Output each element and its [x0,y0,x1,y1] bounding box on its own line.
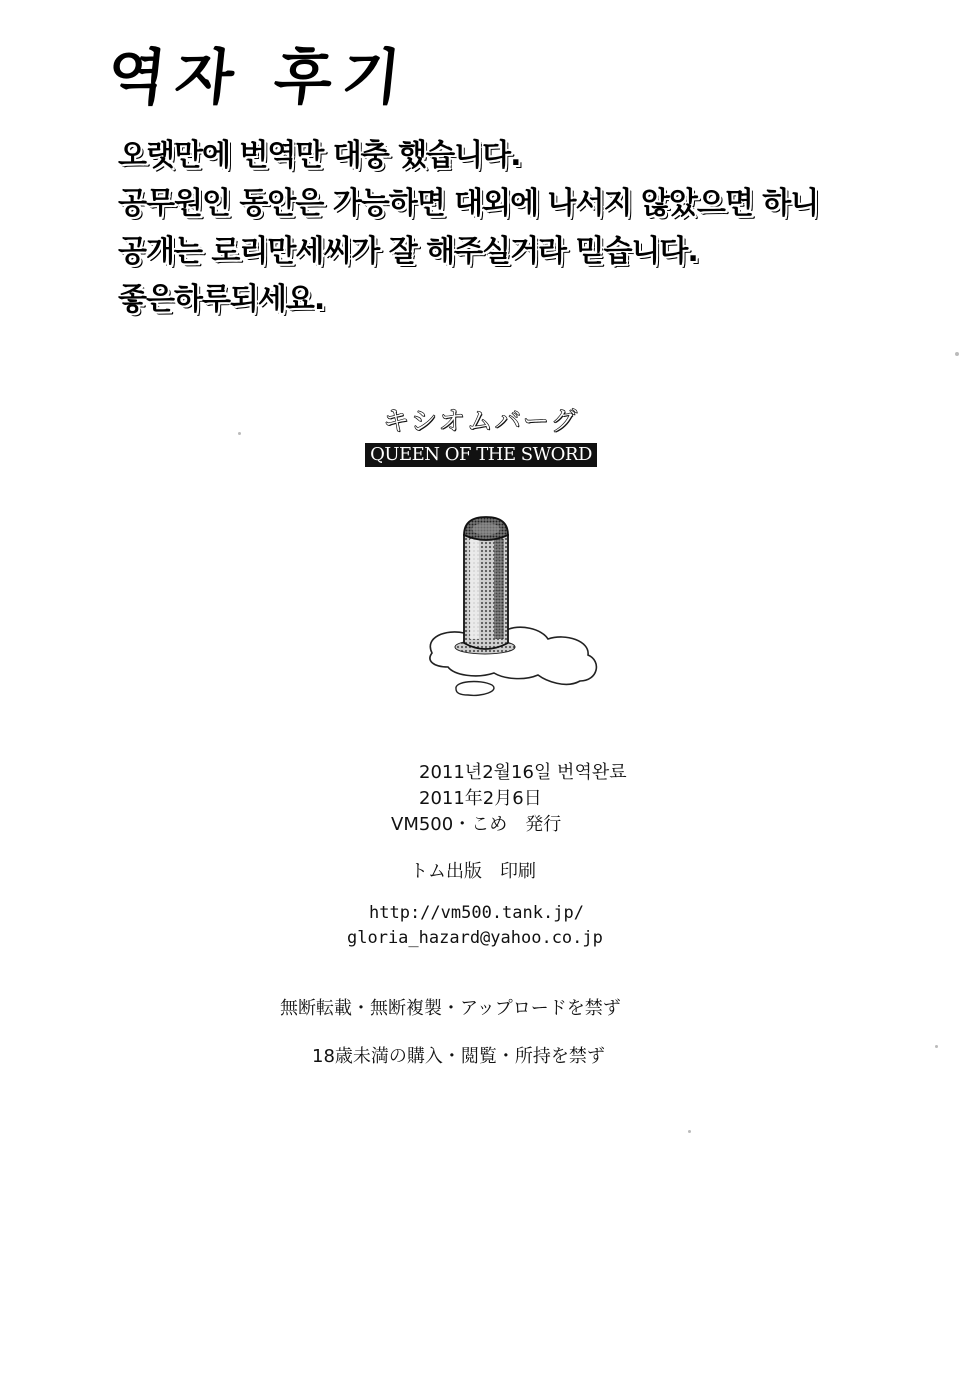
printer: トム出版 印刷 [410,861,536,882]
translation-date: 2011년2월16일 번역완료 [419,762,627,783]
translator-note-line: 공개는 로리만세씨가 잘 해주실거라 믿습니다. [118,234,698,269]
translator-note-body [118,132,878,324]
publish-date: 2011年2月6日 [419,788,542,809]
circle-subtitle: QUEEN OF THE SWORD [365,443,597,467]
website-url: http://vm500.tank.jp/ [369,903,584,923]
cylinder-puddle-illustration [420,505,610,705]
scan-speck [935,1045,938,1048]
translator-note-line: 좋은하루되세요. [118,282,325,317]
age-restriction-notice: 18歳未満の購入・閲覧・所持を禁ず [312,1046,605,1067]
translator-note-title: 역자 후기 [103,43,414,113]
publisher: VM500・こめ 発行 [391,814,562,835]
circle-name: キシオムバーグ [383,407,579,437]
translator-note-line: 오랫만에 번역만 대충 했습니다. [118,138,521,173]
scan-speck [955,352,959,356]
contact-email: gloria_hazard@yahoo.co.jp [347,928,603,948]
puddle-shape [430,625,596,685]
scan-speck [238,432,241,435]
circle-logo [365,405,597,467]
puddle-drop [456,682,494,696]
translator-note-line: 공무원인 동안은 가능하면 대외에 나서지 않았으면 하니 [118,186,819,221]
scan-speck [688,1130,691,1133]
reproduction-notice: 無断転載・無断複製・アップロードを禁ず [280,998,621,1019]
